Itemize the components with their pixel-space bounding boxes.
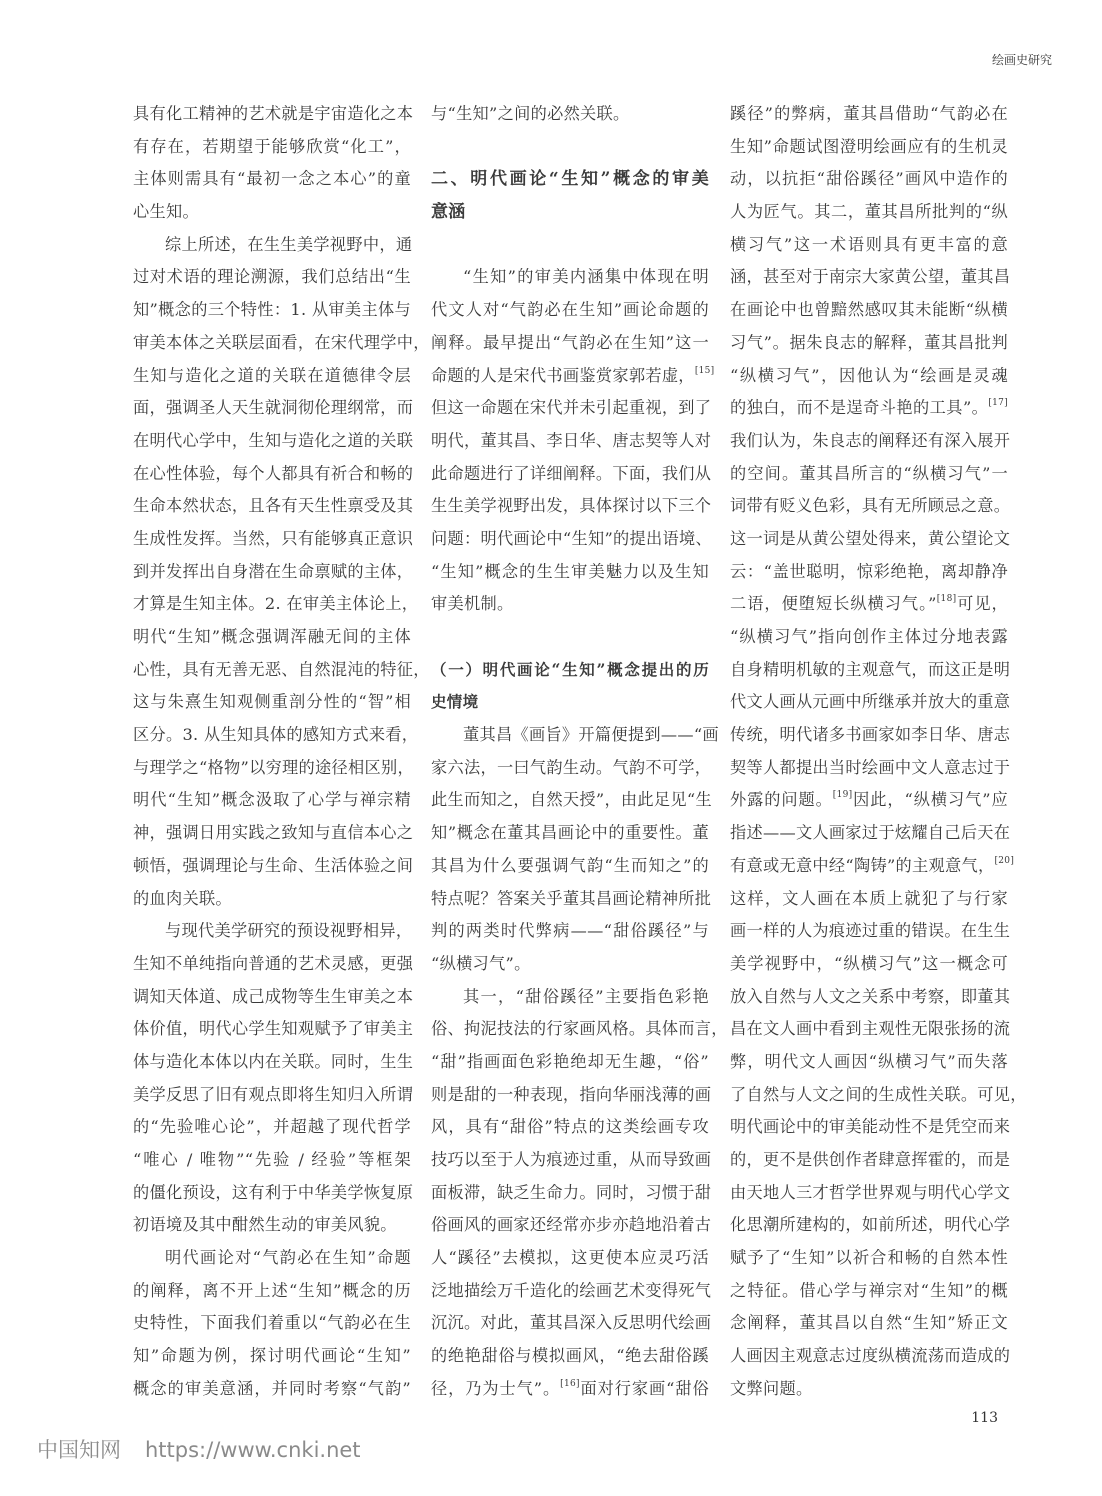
text-line: 动，以抗拒“甜俗蹊径”画风中造作的 [730,169,1008,189]
text-line: 词带有贬义色彩，具有无所顾忌之意。 [730,496,1011,516]
text-line: 面，强调圣人天生就洞彻伦理纲常，而 [133,398,414,418]
citation-ref[interactable]: [15] [694,365,715,376]
text-line: 的，更不是供创作者肆意挥霍的，而是 [730,1150,1011,1169]
watermark [37,1434,361,1464]
text-line: 判的两类时代弊病——“甜俗蹊径”与 [431,921,709,941]
text-line: “生知”的审美内涵集中体现在明 [463,267,709,287]
text-line: 的“先验唯心论”，并超越了现代哲学 [133,1117,411,1137]
text-line [730,784,1008,817]
text-line: 俗、拘泥技法的行家画风格。具体而言， [431,1019,728,1039]
text-line: 我们认为，朱良志的阐释还有深入展开 [730,430,1011,450]
column-1 [133,98,430,1406]
text-span: 外露的问题。 [730,790,833,810]
text-span: 有意或无意中经“陶铸”的主观意气， [730,855,995,875]
text-line: 美学视野中，“纵横习气”这一概念可 [730,953,1008,973]
text-line: 横习气”这一术语则具有更丰富的意 [730,234,1008,254]
text-line: 董其昌《画旨》开篇便提到——“画 [463,725,719,745]
text-line: 审美本体之关联层面看，在宋代理学中， [133,332,430,352]
text-line: 综上所述，在生生美学视野中，通 [165,234,413,254]
text-line: 体价值，明代心学生知观赋予了审美主 [133,1019,414,1039]
text-line: 昌在文人画中看到主观性无限张扬的流 [730,1019,1011,1039]
text-line: 的僵化预设，这有利于中华美学恢复原 [133,1182,414,1202]
text-line: 过对术语的理论溯源，我们总结出“生 [133,267,411,287]
text-line: 明代，董其昌、李日华、唐志契等人对 [431,430,712,450]
text-line: 蹊径”的弊病，董其昌借助“气韵必在 [730,104,1008,123]
text-line: 此命题进行了详细阐释。下面，我们从 [431,463,712,483]
text-line: 代文人对“气韵必在生知”画论命题的 [431,300,709,320]
running-header: 绘画史研究 [991,53,1052,67]
text-line: 知”概念在董其昌画论中的重要性。董 [431,823,709,843]
text-line [431,1373,709,1406]
text-line: 区分。3. 从生知具体的感知方式来看， [133,725,419,745]
text-line: 美学反思了旧有观点即将生知归入所谓 [133,1084,414,1104]
text-line: 在明代心学中，生知与造化之道的关联 [133,430,414,450]
text-line [730,588,1008,621]
text-line: 的阐释，离不开上述“生知”概念的历 [133,1280,411,1300]
text-line: 泛地描绘万千造化的绘画艺术变得死气 [431,1280,712,1300]
text-line: 面板滞，缺乏生命力。同时，习惯于甜 [431,1182,712,1202]
watermark-brand: 中国知网 [37,1438,121,1462]
text-line: 明代“生知”概念强调浑融无间的主体 [133,627,411,646]
text-span: 因此，“纵横习气”应 [852,790,1008,810]
section-heading: 二、明代画论“生知”概念的审美 [431,169,709,190]
text-span: 面对行家画“甜俗 [579,1378,709,1398]
text-line: 主体则需具有“最初一念之本心”的童 [133,169,411,189]
text-line: 与理学之“格物”以穷理的途径相区别， [133,757,414,777]
text-line: 心性，具有无善无恶、自然混沌的特征， [133,659,430,679]
text-line: 生命本然状态，且各有天生性禀受及其 [133,496,414,516]
text-line: 了自然与人文之间的生成性关联。可见， [730,1084,1027,1104]
text-line: 生生美学视野出发，具体探讨以下三个 [431,496,712,516]
text-line: 指述——文人画家过于炫耀自己后天在 [730,823,1011,843]
text-line: 技巧以至于人为痕迹过重，从而导致画 [431,1150,712,1169]
citation-ref[interactable]: [18] [936,594,957,605]
text-line: 习气”。据朱良志的解释，董其昌批判 [730,332,1008,352]
text-line: 契等人都提出当时绘画中文人意志过于 [730,757,1011,777]
text-line: 到并发挥出自身潜在生命禀赋的主体， [133,561,414,581]
text-line: 史特性，下面我们着重以“气韵必在生 [133,1313,411,1333]
text-line: “生知”概念的生生审美魅力以及生知 [431,561,709,581]
text-line: 云：“盖世聪明，惊彩绝艳，离却静净 [730,561,1008,581]
text-line: 人“蹊径”去模拟，这更使本应灵巧活 [431,1248,709,1268]
text-line: 知”概念的三个特性：1. 从审美主体与 [133,300,411,320]
text-line: 俗画风的画家还经常亦步亦趋地沿着古 [431,1215,712,1235]
text-line: 生成性发挥。当然，只有能够真正意识 [133,528,414,548]
text-line: 生知”命题试图澄明绘画应有的生机灵 [730,136,1008,156]
text-line: 化思潮所建构的，如前所述，明代心学 [730,1215,1011,1235]
text-line: 审美机制。 [431,594,514,614]
text-line: 初语境及其中酣然生动的审美风貌。 [133,1215,397,1235]
text-line: “纵横习气”指向创作主体过分地表露 [730,627,1008,646]
text-line: 自身精明机敏的主观意气，而这正是明 [730,659,1011,679]
text-line: 才算是生知主体。2. 在审美主体论上， [133,594,419,614]
text-line: 生知不单纯指向普通的艺术灵感，更强 [133,953,414,973]
text-line: 概念的审美意涵，并同时考察“气韵” [133,1378,411,1398]
text-line: 调知天体道、成己成物等生生审美之本 [133,986,414,1006]
text-line: 阐释。最早提出“气韵必在生知”这一 [431,332,709,352]
text-line: 这与朱熹生知观侧重剖分性的“智”相 [133,692,411,712]
text-line: 的绝艳甜俗与模拟画风，“绝去甜俗蹊 [431,1346,709,1366]
text-line: 风，具有“甜俗”特点的这类绘画专攻 [431,1117,709,1137]
text-span: 可见， [956,594,1009,614]
text-line: 传统，明代诸多书画家如李日华、唐志 [730,725,1011,745]
text-line: 之特征。借心学与禅宗对“生知”的概 [730,1280,1008,1300]
text-line: 体与造化本体以内在关联。同时，生生 [133,1051,414,1071]
text-line: 与“生知”之间的必然关联。 [431,104,630,123]
text-span: 径，乃为士气”。 [431,1378,561,1398]
text-line: 沉沉。对此，董其昌深入反思明代绘画 [431,1313,712,1333]
citation-ref[interactable]: [20] [994,855,1015,866]
text-line: 的空间。董其昌所言的“纵横习气”一 [730,463,1008,483]
text-line: 心生知。 [133,202,199,222]
text-span: 命题的人是宋代书画鉴赏家郭若虚， [431,365,695,385]
text-line: 在画论中也曾黯然感叹其未能断“纵横 [730,300,1008,320]
text-line: 顿悟，强调理论与生命、生活体验之间 [133,855,414,875]
text-span: 二语，便堕短长纵横习气。” [730,594,937,614]
text-line: 人为匠气。其二，董其昌所批判的“纵 [730,202,1008,222]
subsection-heading-cont: 史情境 [431,692,479,712]
text-line: 画一样的人为痕迹过重的错误。在生生 [730,921,1011,941]
column-2 [431,98,728,1406]
text-line: 的血肉关联。 [133,888,232,908]
text-line: 神，强调日用实践之致知与直信本心之 [133,823,414,843]
citation-ref[interactable]: [16] [560,1378,580,1389]
text-line: 人画因主观意志过度纵横流荡而造成的 [730,1346,1011,1366]
text-line: “甜”指画面色彩艳绝却无生趣，“俗” [431,1051,709,1071]
text-line [431,360,715,393]
section-heading-cont: 意涵 [431,202,466,223]
text-line: 代文人画从元画中所继承并放大的重意 [730,692,1011,712]
watermark-url[interactable]: https://www.cnki.net [145,1438,361,1462]
text-line [730,392,1008,425]
citation-ref[interactable]: [17] [988,398,1008,409]
text-span: 的独白，而不是逞奇斗艳的工具”。 [730,398,989,418]
text-line: 念阐释，董其昌以自然“生知”矫正文 [730,1313,1008,1333]
page-number: 113 [971,1410,998,1426]
text-line: 放入自然与人文之关系中考察，即董其 [730,986,1011,1006]
text-line: 其一，“甜俗蹊径”主要指色彩艳 [463,986,709,1006]
text-line: “唯心 / 唯物”“先验 / 经验”等框架 [133,1150,411,1169]
subsection-heading: （一）明代画论“生知”概念提出的历 [431,659,709,679]
text-line: 具有化工精神的艺术就是宇宙造化之本 [133,104,414,123]
text-line: 这样，文人画在本质上就犯了与行家 [730,888,1008,908]
text-line: 此生而知之，自然天授”，由此足见“生 [431,790,712,810]
text-line: 赋予了“生知”以祈合和畅的自然本性 [730,1248,1008,1268]
citation-ref[interactable]: [19] [832,790,853,801]
text-line [730,850,1015,883]
text-line: 与现代美学研究的预设视野相异， [165,921,413,941]
text-line: 弊，明代文人画因“纵横习气”而失落 [730,1051,1008,1071]
text-line: “纵横习气”。 [431,953,531,973]
text-line: 有存在，若期望于能够欣赏“化工”， [133,136,411,156]
text-line: 由天地人三才哲学世界观与明代心学文 [730,1182,1011,1202]
text-line: 特点呢？答案关乎董其昌画论精神所批 [431,888,712,908]
text-line: “纵横习气”，因他认为“绘画是灵魂 [730,365,1008,385]
text-line: 生知与造化之道的关联在道德律令层 [133,365,411,385]
text-line: 则是甜的一种表现，指向华丽浅薄的画 [431,1084,712,1104]
text-line: 知”命题为例，探讨明代画论“生知” [133,1346,411,1366]
text-line: 涵，甚至对于南宗大家黄公望，董其昌 [730,267,1011,287]
column-3 [730,98,1027,1406]
text-line: 在心性体验，每个人都具有祈合和畅的 [133,463,414,483]
text-line: 这一词是从黄公望处得来，黄公望论文 [730,528,1011,548]
text-line: 问题：明代画论中“生知”的提出语境、 [431,528,712,548]
text-line: 明代“生知”概念汲取了心学与禅宗精 [133,790,411,810]
text-line: 但这一命题在宋代并未引起重视，到了 [431,398,712,418]
text-line: 文弊问题。 [730,1378,813,1398]
text-line: 家六法，一曰气韵生动。气韵不可学， [431,757,712,777]
text-line: 明代画论中的审美能动性不是凭空而来 [730,1117,1011,1137]
text-line: 明代画论对“气韵必在生知”命题 [165,1248,411,1268]
text-line: 其昌为什么要强调气韵“生而知之”的 [431,855,709,875]
